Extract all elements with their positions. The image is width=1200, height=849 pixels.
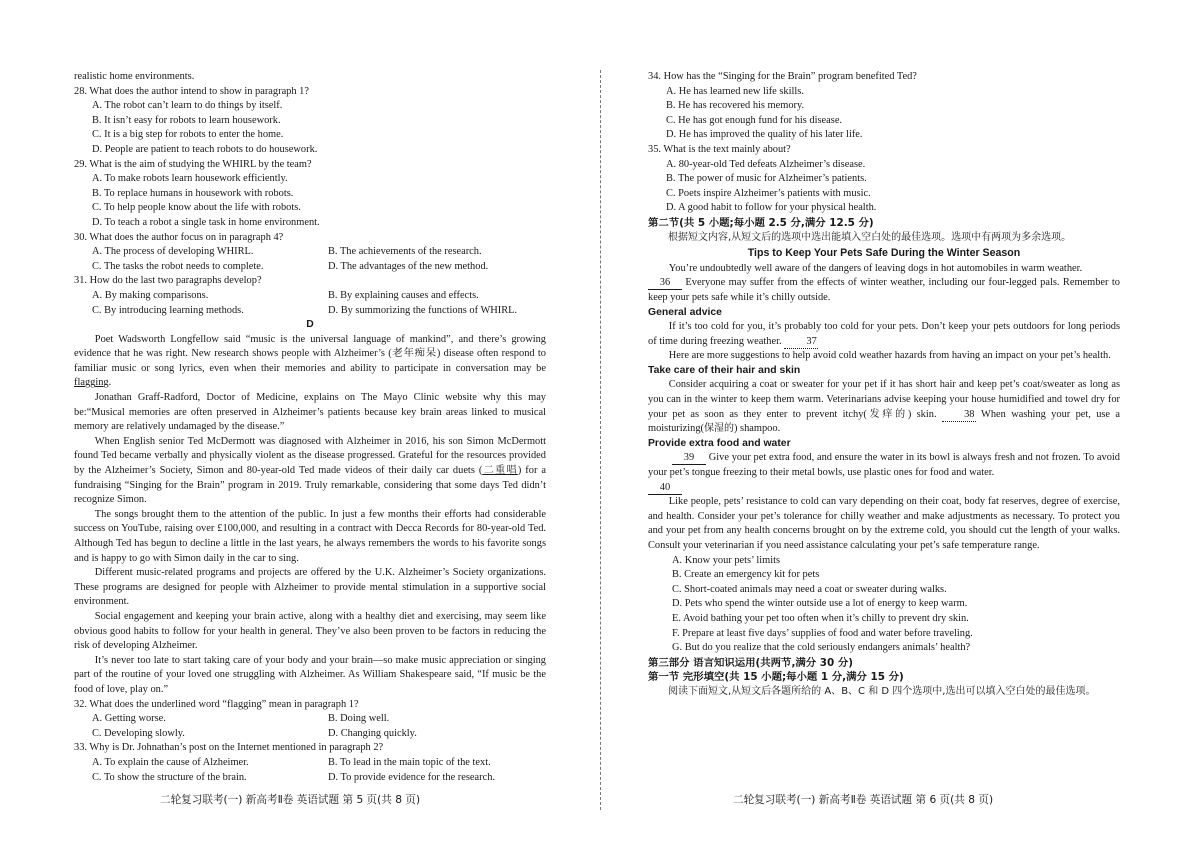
option-row bbox=[74, 260, 546, 275]
question-32 bbox=[74, 698, 546, 742]
option-c: C. Developing slowly. bbox=[92, 727, 185, 739]
option-a: A. To explain the cause of Alzheimer. bbox=[92, 756, 249, 768]
option-b: B. To replace humans in housework with robots. bbox=[92, 187, 294, 199]
option-d: D. The advantages of the new method. bbox=[328, 260, 489, 272]
section-1-heading: 第一节 完形填空(共 15 小题;每小题 1 分,满分 15 分) bbox=[648, 671, 904, 684]
question-31 bbox=[74, 274, 546, 318]
option-row bbox=[74, 712, 546, 727]
answer-options bbox=[648, 554, 1120, 656]
question-stem: 32. What does the underlined word “flagging” mean in paragraph 1? bbox=[74, 698, 359, 710]
passage-d-paragraph-6: Social engagement and keeping your brain active, along with a healthy diet and exercising, may seem like obvious good habits to follow for your health in general. They’ve also been proven to be factors in reducing the risk of developing Alzheimer. bbox=[74, 610, 546, 652]
page-footer-left: 二轮复习联考(一) 新高考Ⅱ卷 英语试题 第 5 页(共 8 页) bbox=[160, 794, 421, 806]
question-stem: 33. Why is Dr. Johnathan’s post on the Internet mentioned in paragraph 2? bbox=[74, 742, 384, 754]
option-d: D. To teach a robot a single task in home environment. bbox=[92, 216, 320, 228]
option-b: B. The achievements of the research. bbox=[328, 246, 482, 258]
question-stem: 30. What does the author focus on in paragraph 4? bbox=[74, 231, 284, 243]
option-a: A. The process of developing WHIRL. bbox=[92, 246, 254, 258]
option-b: B. Doing well. bbox=[328, 713, 390, 725]
passage-d-paragraph-1 bbox=[74, 333, 546, 391]
option-c: C. By introducing learning methods. bbox=[92, 304, 244, 316]
text: If it’s too cold for you, it’s probably too cold for your pets. Don’t keep your pets outdoors for long periods of time during freezing weather. bbox=[648, 321, 1120, 347]
option-d: D. A good habit to follow for your physical health. bbox=[666, 202, 877, 214]
passage-c-ending: realistic home environments. bbox=[74, 71, 195, 82]
text: ) shampoo. bbox=[734, 423, 781, 435]
option-e: E. Avoid bathing your pet too often when it’s chilly to prevent dry skin. bbox=[672, 612, 969, 624]
blank-36: 36 bbox=[648, 277, 682, 290]
passage-paragraph-3 bbox=[648, 320, 1120, 349]
section-2-instructions: 根据短文内容,从短文后的选项中选出能填入空白处的最佳选项。选项中有两项为多余选项。 bbox=[668, 231, 1072, 243]
option-d: D. He has improved the quality of his later life. bbox=[666, 129, 863, 141]
question-29 bbox=[74, 158, 546, 231]
question-stem: 35. What is the text mainly about? bbox=[648, 143, 791, 155]
question-33 bbox=[74, 741, 546, 785]
question-28 bbox=[74, 85, 546, 158]
question-30 bbox=[74, 231, 546, 275]
question-35 bbox=[648, 143, 1120, 216]
passage-paragraph-5 bbox=[648, 378, 1120, 436]
option-a: A. Know your pets’ limits bbox=[672, 554, 781, 566]
option-c: C. The tasks the robot needs to complete. bbox=[92, 260, 264, 272]
option-c: C. Short-coated animals may need a coat or sweater during walks. bbox=[672, 583, 947, 595]
text: Everyone may suffer from the effects of winter weather, including our four-legged pals. Remember to keep your pets safe while it’s chilly outside. bbox=[648, 277, 1120, 303]
passage-d-paragraph-3 bbox=[74, 435, 546, 508]
option-b: B. Create an emergency kit for pets bbox=[672, 569, 820, 581]
option-c: C. It is a big step for robots to enter the home. bbox=[92, 129, 284, 141]
passage-d-paragraph-2: Jonathan Graff-Radford, Doctor of Medicine, explains on The Mayo Clinic website why this may be:“Musical memories are often preserved in Alzheimer’s patients because key brain areas linked to musical memory are relatively undamaged by the disease.” bbox=[74, 392, 546, 433]
option-a: A. He has learned new life skills. bbox=[666, 85, 804, 97]
passage-d-paragraph-5: Different music-related programs and projects are offered by the U.K. Alzheimer’s Society organizations. These programs are designed for people with Alzheimer to provide mental stimulation in a supportive social environment. bbox=[74, 567, 546, 608]
text: ) for a fundraising “Singing for the Brain” program in 2019. Truly remarkable, considering that some days Ted didn’t recognize Simon. bbox=[74, 465, 547, 506]
option-d: D. Pets who spend the winter outside use a lot of energy to keep warm. bbox=[672, 598, 968, 610]
blank-38: 38 bbox=[942, 409, 976, 422]
subheading-food-water: Provide extra food and water bbox=[648, 437, 791, 449]
passage-paragraph-7 bbox=[648, 481, 1120, 496]
option-d: D. People are patient to teach robots to do housework. bbox=[92, 143, 318, 155]
passage-paragraph-4: Here are more suggestions to help avoid cold weather hazards from having an impact on your pet’s health. bbox=[668, 350, 1111, 362]
part-3-heading: 第三部分 语言知识运用(共两节,满分 30 分) bbox=[648, 656, 854, 669]
text: When washing your pet, use a moisturizing( bbox=[648, 408, 1120, 435]
passage-d-paragraph-4: The songs brought them to the attention of the public. In just a few months their efforts had considerable success on YouTube, raising over £100,000, and resulting in a contract with Decca Records for 80-year-old Ted. Although Ted has begun to decline a little in the last years, he always remembers the words to his favorite songs and is happy to go with Simon daily in the car to sing. bbox=[74, 508, 546, 564]
passage-paragraph-6 bbox=[648, 451, 1120, 480]
option-row bbox=[74, 771, 546, 786]
text: Consider acquiring a coat or sweater for your pet if it has short hair and keep pet’s coat/sweater as long as you can in the winter to keep them warm. Veterinarians advise keeping your house humidified and towel dry for your pet as soon as they enter to prevent itchy( bbox=[648, 379, 1120, 420]
page-divider bbox=[600, 70, 601, 810]
passage-paragraph-8: Like people, pets’ resistance to cold can vary depending on their coat, body fat reserves, degree of exercise, and health. Consider your pet’s tolerance for chilly weather and make adjustments as necessary. To protect you and your pet from any health concerns brought on by the extreme cold, you should cut the length of your walks. Consult your veterinarian if you need assistance calculating your pet’s safe temperature range. bbox=[648, 496, 1120, 551]
annotation-cn: 保湿的 bbox=[704, 423, 734, 435]
section-d-heading: D bbox=[306, 319, 314, 331]
option-row bbox=[74, 756, 546, 771]
option-b: B. It isn’t easy for robots to learn housework. bbox=[92, 114, 281, 126]
passage-paragraph-2 bbox=[648, 276, 1120, 305]
option-c: C. Poets inspire Alzheimer’s patients with music. bbox=[666, 187, 871, 199]
option-b: B. By explaining causes and effects. bbox=[328, 289, 479, 301]
option-b: B. The power of music for Alzheimer’s patients. bbox=[666, 173, 867, 185]
underlined-word: flagging bbox=[74, 377, 109, 389]
passage-title: Tips to Keep Your Pets Safe During the Winter Season bbox=[747, 247, 1021, 260]
option-d: D. Changing quickly. bbox=[328, 727, 417, 739]
blank-37: 37 bbox=[784, 336, 818, 349]
option-a: A. Getting worse. bbox=[92, 713, 166, 725]
question-stem: 29. What is the aim of studying the WHIRL by the team? bbox=[74, 158, 312, 170]
option-b: B. He has recovered his memory. bbox=[666, 100, 805, 112]
section-2-heading: 第二节(共 5 小题;每小题 2.5 分,满分 12.5 分) bbox=[648, 216, 874, 229]
option-row bbox=[74, 289, 546, 304]
option-a: A. To make robots learn housework efficiently. bbox=[92, 173, 288, 185]
text: Give your pet extra food, and ensure the water in its bowl is always fresh and not frozen. To avoid your pet’s tongue freezing to their metal bowls, use plastic ones for food and water. bbox=[648, 452, 1120, 479]
option-d: D. To provide evidence for the research. bbox=[328, 771, 495, 783]
question-stem: 34. How has the “Singing for the Brain” program benefited Ted? bbox=[648, 71, 917, 82]
text: . bbox=[108, 377, 112, 389]
passage-d-paragraph-7: It’s never too late to start taking care of your body and your brain—so make music appreciation or singing part of the routine of your loved one struggling with Alzheimer. As William Shakespeare said, “If music be the food of love, play on.” bbox=[74, 654, 546, 695]
page-footer-right: 二轮复习联考(一) 新高考Ⅱ卷 英语试题 第 6 页(共 8 页) bbox=[733, 794, 994, 806]
question-stem: 28. What does the author intend to show in paragraph 1? bbox=[74, 85, 309, 97]
option-c: C. He has got enough fund for his disease. bbox=[666, 114, 843, 126]
section-1-instructions: 阅读下面短文,从短文后各题所给的 A、B、C 和 D 四个选项中,选出可以填入空白处的最佳选项。 bbox=[668, 685, 1096, 697]
option-d: D. By summorizing the functions of WHIRL. bbox=[328, 304, 518, 316]
blank-39: 39 bbox=[672, 452, 706, 465]
text: ) skin. bbox=[907, 408, 942, 420]
text: When English senior Ted McDermott was diagnosed with Alzheimer in 2016, his son Simon McDermott found Ted became verbally and physically violent as the disease progressed. Grateful for the resources provided by the Alzheimer’s Society, Simon and 80-year-old Ted made videos of their daily car duets ( bbox=[74, 435, 546, 477]
annotation-cn: 发痒的 bbox=[866, 408, 908, 420]
option-a: A. By making comparisons. bbox=[92, 289, 209, 301]
option-c: C. To help people know about the life with robots. bbox=[92, 202, 301, 214]
text: Poet Wadsworth Longfellow said “music is the universal language of mankind”, and there’s growing evidence that he was right. New research shows people with Alzheimer’s (老年痴呆) disease often respond to familiar music or song lyrics, even when their memories and ability to participate in conversation may be bbox=[74, 333, 546, 374]
option-f: F. Prepare at least five days’ supplies of food and water before traveling. bbox=[672, 627, 973, 639]
option-row bbox=[74, 304, 546, 319]
left-column bbox=[74, 70, 546, 785]
option-a: A. The robot can’t learn to do things by itself. bbox=[92, 100, 283, 112]
subheading-general-advice: General advice bbox=[648, 306, 722, 318]
option-c: C. To show the structure of the brain. bbox=[92, 771, 247, 783]
annotation-cn: 二重唱 bbox=[482, 465, 518, 477]
option-b: B. To lead in the main topic of the text. bbox=[328, 756, 491, 768]
subheading-hair-skin: Take care of their hair and skin bbox=[648, 364, 801, 376]
option-row bbox=[74, 245, 546, 260]
blank-40: 40 bbox=[648, 482, 682, 495]
passage-paragraph-1: You’re undoubtedly well aware of the dangers of leaving dogs in hot automobiles in warm weather. bbox=[668, 262, 1083, 274]
right-column bbox=[648, 70, 1120, 700]
option-g: G. But do you realize that the cold seriously endangers animals’ health? bbox=[672, 642, 971, 654]
option-a: A. 80-year-old Ted defeats Alzheimer’s disease. bbox=[666, 158, 866, 170]
option-row bbox=[74, 727, 546, 742]
question-34 bbox=[648, 70, 1120, 143]
question-stem: 31. How do the last two paragraphs develop? bbox=[74, 275, 262, 287]
